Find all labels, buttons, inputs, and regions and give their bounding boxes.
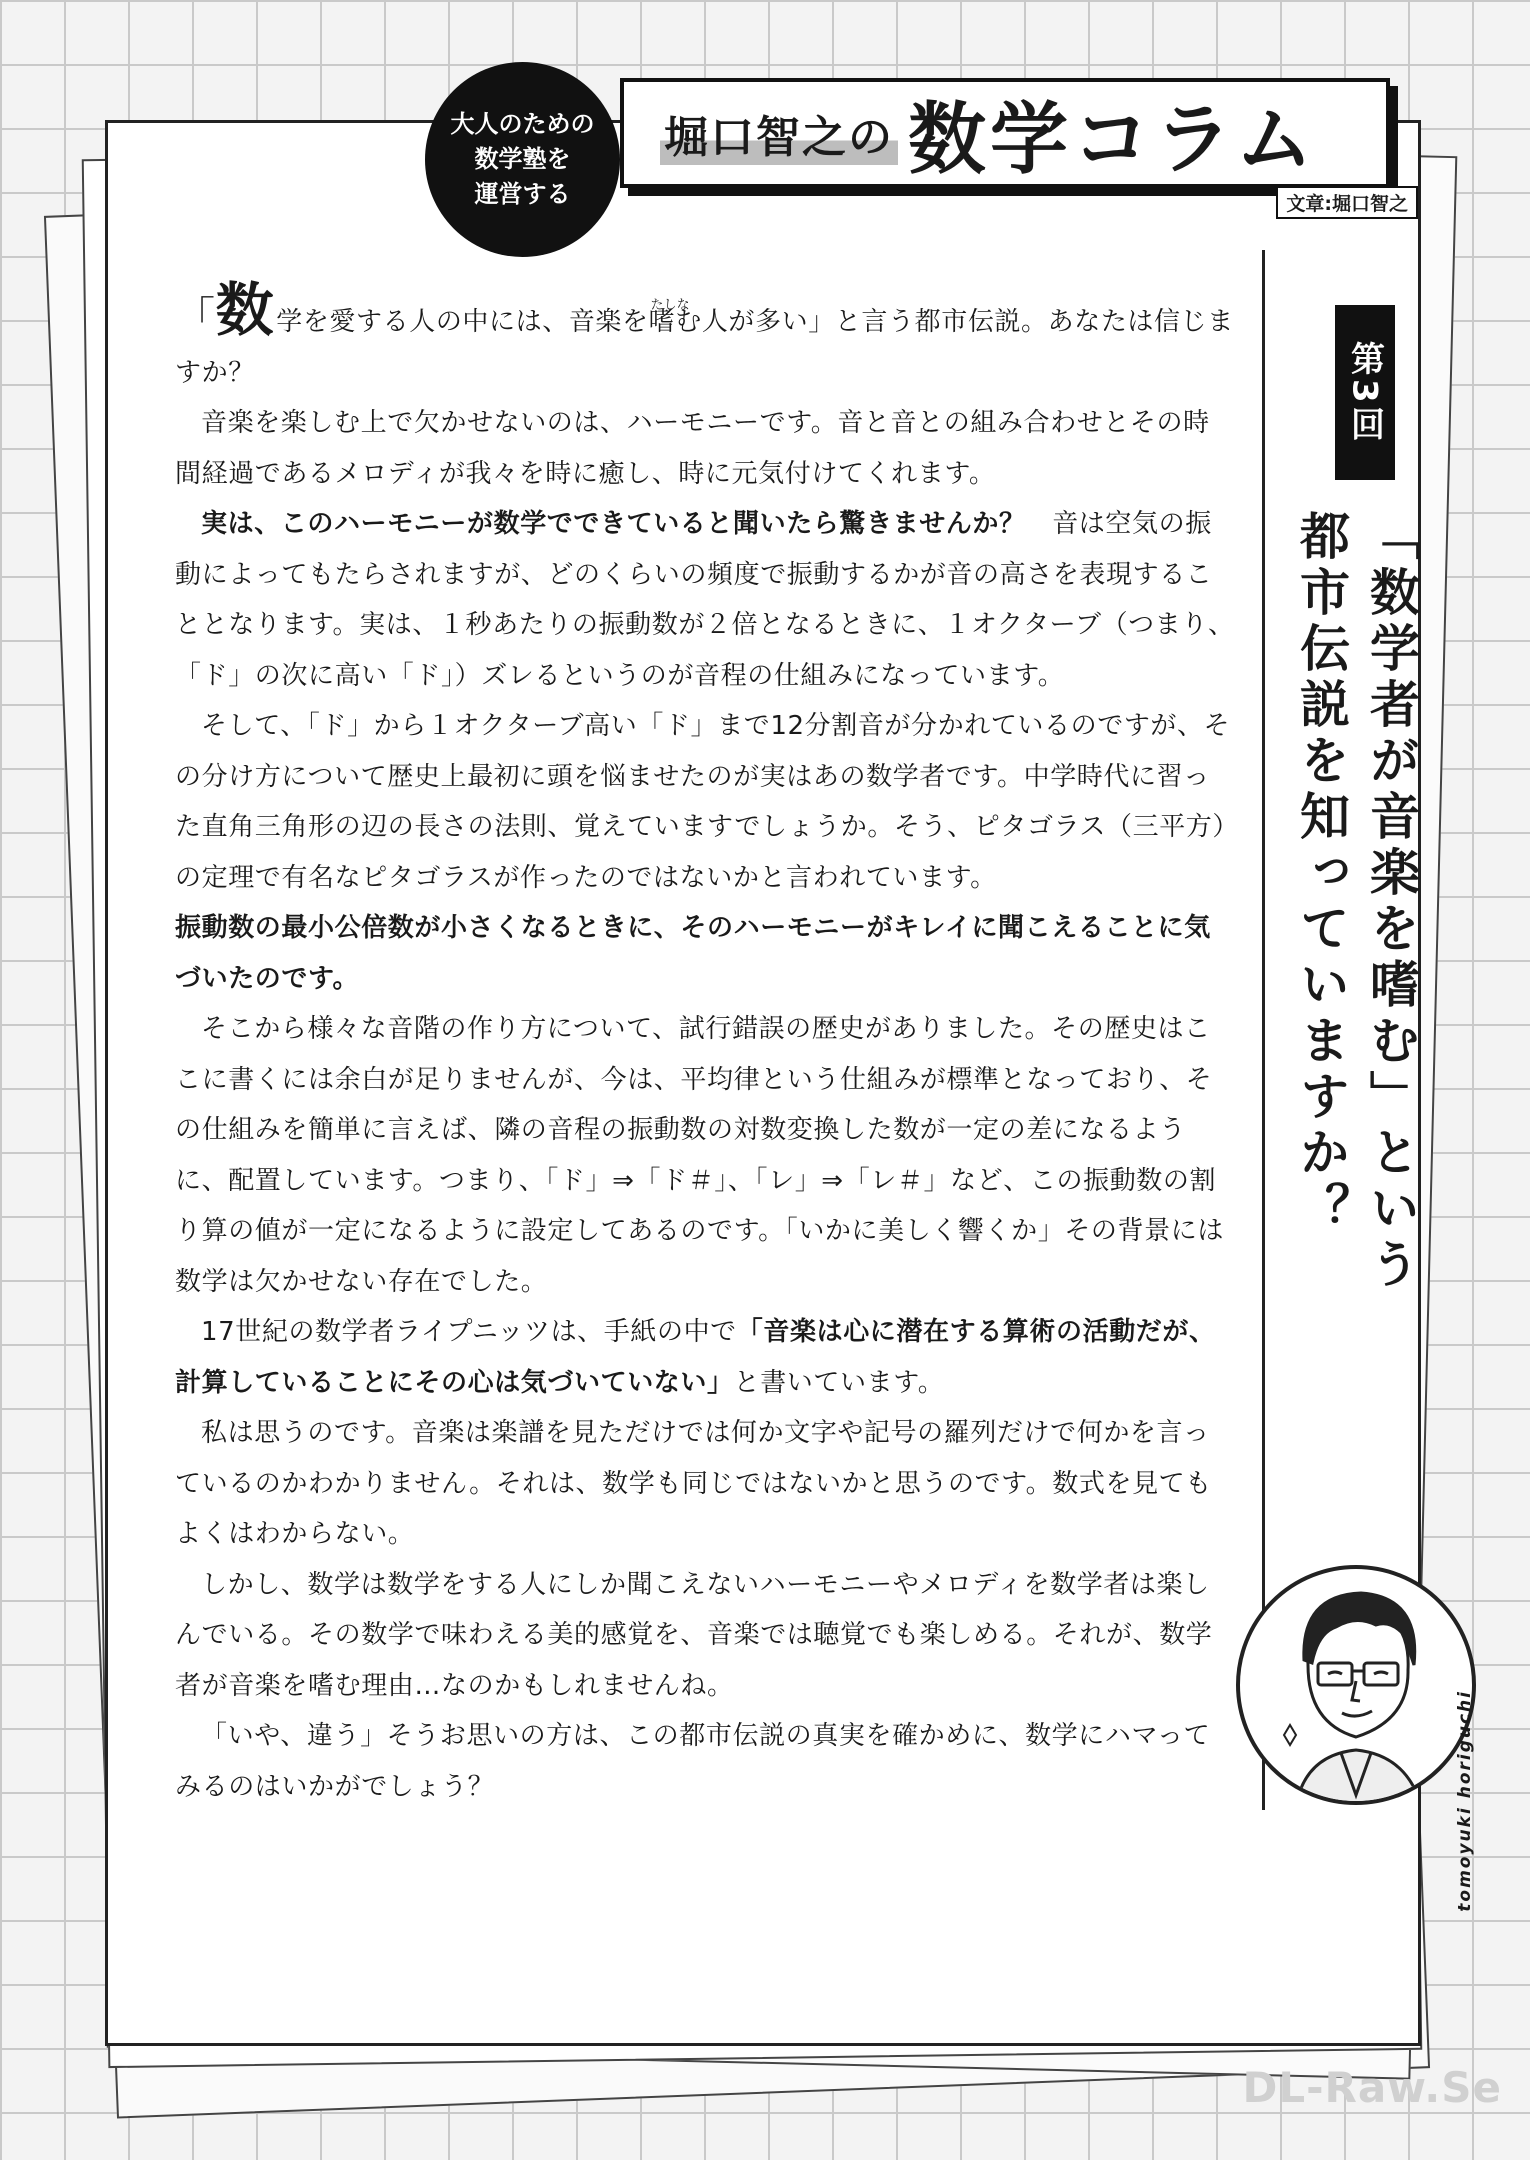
vertical-title-line-1: 「数学者が音楽を嗜む」という: [1362, 510, 1420, 1294]
drop-cap: 数: [215, 276, 275, 344]
paragraph: 17世紀の数学者ライプニッツは、手紙の中で「音楽は心に潜在する算術の活動だが、計算していることにその心は気づいていない」と書いています。: [175, 1317, 1216, 1398]
header-badge: [425, 62, 620, 257]
badge-line: 大人のための: [450, 110, 595, 139]
paragraph: しかし、数学は数学をする人にしか聞こえないハーモニーやメロディを数学者は楽しんでいる。その数学で味わえる美的感覚を、音楽では聴覚でも楽しめる。それが、数学者が音楽を嗜む理由…なのかもしれませんね。: [175, 1569, 1213, 1701]
paragraph: 「いや、違う」そうお思いの方は、この都市伝説の真実を確かめに、数学にハマってみるのはいかがでしょう？: [175, 1721, 1211, 1802]
author-portrait-illustration: [1226, 1555, 1486, 1815]
bold-text: 振動数の最小公倍数が小さくなるときに、そのハーモニーがキレイに聞こえることに気づいたのです。: [175, 913, 1211, 994]
bold-text: 実は、このハーモニーが数学でできていると聞いたら驚きませんか？: [201, 509, 1026, 539]
bold-text: 「音楽は心に潜在する算術の活動だが、計算していることにその心は気づいていない」: [175, 1317, 1216, 1398]
badge-line: 数学塾を: [474, 145, 571, 174]
column-title-box: [620, 78, 1390, 188]
paragraph: そして、「ド」から１オクターブ高い「ド」まで12分割音が分かれているのですが、その分け方について歴史上最初に頭を悩ませたのが実はあの数学者です。中学時代に習った直角三角形の辺の長さの法則、覚えていますでしょうか。そう、ピタゴラス（三平方）の定理で有名なピタゴラスが作ったのではないかと言われています。 振動数の最小公倍数が小さくなるときに、そのハーモニーがキレイに聞こえることに気づいたのです。: [175, 711, 1231, 994]
badge-line: 運営する: [474, 179, 571, 208]
column-title: 数学コラム: [908, 95, 1318, 185]
author-signature: tomoyuki horiguchi: [1455, 1690, 1475, 1912]
paragraph: 「数学を愛する人の中には、音楽を たしな 嗜む人が多い」と言う都市伝説。あなたは信じますか？: [175, 276, 1234, 388]
paragraph: そこから様々な音階の作り方について、試行錯誤の歴史がありました。その歴史はここに書くには余白が足りませんが、今は、平均律という仕組みが標準となっており、その仕組みを簡単に言えば、隣の音程の振動数の対数変換した数が一定の差になるように、配置しています。つまり、「ド」⇒「ド＃」、「レ」⇒「レ＃」など、この振動数の割り算の値が一定になるように設定してあるのです。「いかに美しく響くか」その背景には数学は欠かせない存在でした。: [175, 1014, 1224, 1297]
article-body: [175, 276, 1235, 1812]
paragraph: 音楽を楽しむ上で欠かせないのは、ハーモニーです。音と音との組み合わせとその時間経過であるメロディが我々を時に癒し、時に元気付けてくれます。: [175, 408, 1210, 489]
ruby-reading: たしな: [650, 298, 690, 313]
paragraph: 実は、このハーモニーが数学でできていると聞いたら驚きませんか？ 音は空気の振動によってもたらされますが、どのくらいの頻度で振動するかが音の高さを表現することとなります。実は、１秒あたりの振動数が２倍となるときに、１オクターブ（つまり、「ド」の次に高い「ド」）ズレるというのが音程の仕組みになっています。: [175, 509, 1235, 691]
opening-bracket: 「: [175, 294, 216, 340]
title-prefix: 堀口智之の: [660, 101, 898, 165]
vertical-title-line-2: 都市伝説を知っていますか？: [1292, 510, 1350, 1238]
ruby-word: たしな 嗜: [649, 307, 676, 337]
paragraph: 私は思うのです。音楽は楽譜を見ただけでは何か文字や記号の羅列だけで何かを言っているのかわかりません。それは、数学も同じではないかと思うのです。数式を見てもよくはわからない。: [175, 1418, 1212, 1549]
watermark: DL-Raw.Se: [1242, 2063, 1502, 2112]
episode-label: 第3回: [1335, 305, 1395, 480]
byline: 文章:堀口智之: [1276, 186, 1418, 219]
